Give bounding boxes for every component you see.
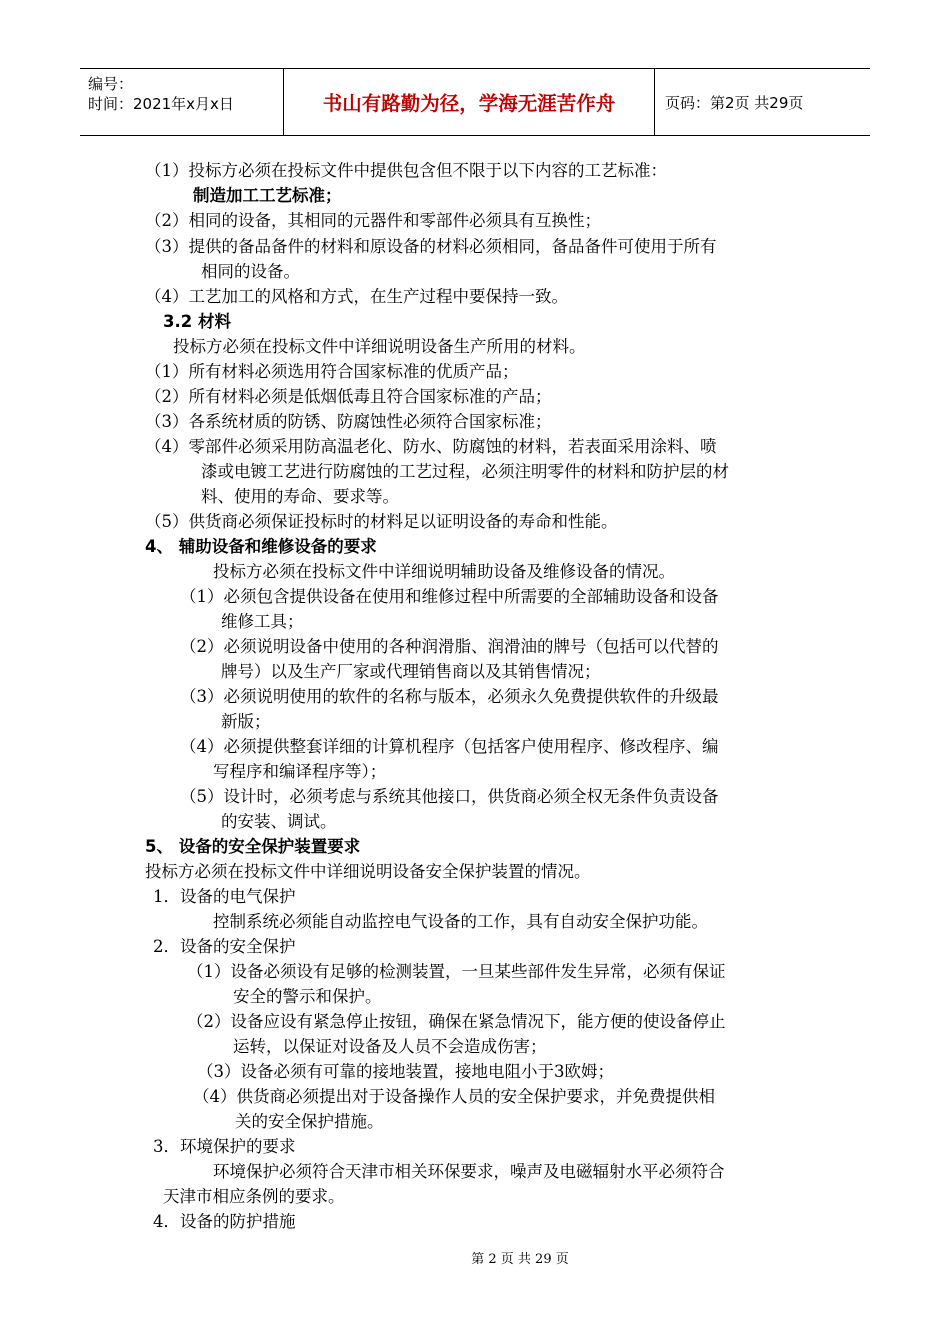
text-line: 牌号）以及生产厂家或代理销售商以及其销售情况； bbox=[221, 662, 601, 681]
text-line: （2）设备应设有紧急停止按钮，确保在紧急情况下，能方便的使设备停止 bbox=[187, 1012, 726, 1031]
text-line: 安全的警示和保护。 bbox=[233, 987, 382, 1006]
text-line: 料、使用的寿命、要求等。 bbox=[201, 487, 399, 506]
text-line: 维修工具； bbox=[221, 612, 304, 631]
text-line: （2）所有材料必须是低烟低毒且符合国家标准的产品； bbox=[145, 387, 552, 406]
text-line: 运转，以保证对设备及人员不会造成伤害； bbox=[233, 1037, 547, 1056]
text-line: 漆或电镀工艺进行防腐蚀的工艺过程，必须注明零件的材料和防护层的材 bbox=[201, 462, 729, 481]
text-line: （1）必须包含提供设备在使用和维修过程中所需要的全部辅助设备和设备 bbox=[180, 587, 719, 606]
section-heading: 4、 辅助设备和维修设备的要求 bbox=[145, 537, 377, 556]
text-line: （1）投标方必须在投标文件中提供包含但不限于以下内容的工艺标准： bbox=[145, 161, 667, 180]
text-line: 环境保护必须符合天津市相关环保要求，噪声及电磁辐射水平必须符合 bbox=[213, 1162, 725, 1181]
text-line: （3）必须说明使用的软件的名称与版本，必须永久免费提供软件的升级最 bbox=[180, 687, 719, 706]
text-line: （3）提供的备品备件的材料和原设备的材料必须相同，备品备件可使用于所有 bbox=[145, 237, 717, 256]
text-line: （2）必须说明设备中使用的各种润滑脂、润滑油的牌号（包括可以代替的 bbox=[180, 637, 719, 656]
text-line: 制造加工工艺标准； bbox=[193, 186, 342, 205]
text-line: 3．环境保护的要求 bbox=[153, 1137, 296, 1156]
text-line: 相同的设备。 bbox=[201, 262, 300, 281]
text-line: 投标方必须在投标文件中详细说明辅助设备及维修设备的情况。 bbox=[213, 562, 675, 581]
text-line: （1）设备必须设有足够的检测装置，一旦某些部件发生异常，必须有保证 bbox=[187, 962, 726, 981]
text-line: （5）供货商必须保证投标时的材料足以证明设备的寿命和性能。 bbox=[145, 512, 618, 531]
text-line: （3）设备必须有可靠的接地装置，接地电阻小于3欧姆； bbox=[197, 1062, 614, 1081]
text-line: （2）相同的设备，其相同的元器件和零部件必须具有互换性； bbox=[145, 211, 601, 230]
text-line: 关的安全保护措施。 bbox=[235, 1112, 384, 1131]
header-meta bbox=[80, 69, 283, 135]
text-line: （4）零部件必须采用防高温老化、防水、防腐蚀的材料，若表面采用涂料、喷 bbox=[145, 437, 717, 456]
text-line: 新版； bbox=[221, 712, 271, 731]
section-heading: 5、 设备的安全保护装置要求 bbox=[145, 837, 361, 856]
text-line: 1．设备的电气保护 bbox=[153, 887, 296, 906]
text-line: 2．设备的安全保护 bbox=[153, 937, 296, 956]
header-page-info: 页码：第2页 共29页 bbox=[665, 93, 804, 112]
section-heading: 3.2 材料 bbox=[163, 312, 231, 331]
text-line: （1）所有材料必须选用符合国家标准的优质产品； bbox=[145, 362, 519, 381]
text-line: 天津市相应条例的要求。 bbox=[163, 1187, 345, 1206]
text-line: 控制系统必须能自动监控电气设备的工作，具有自动安全保护功能。 bbox=[213, 912, 708, 931]
text-line: （4）供货商必须提出对于设备操作人员的安全保护要求，并免费提供相 bbox=[193, 1087, 715, 1106]
page-header bbox=[80, 68, 870, 136]
header-motto: 书山有路勤为径，学海无涯苦作舟 bbox=[283, 69, 655, 135]
text-line: 4．设备的防护措施 bbox=[153, 1212, 296, 1231]
text-line: 投标方必须在投标文件中详细说明设备安全保护装置的情况。 bbox=[145, 862, 591, 881]
text-line: （3）各系统材质的防锈、防腐蚀性必须符合国家标准； bbox=[145, 412, 552, 431]
text-line: （5）设计时，必须考虑与系统其他接口，供货商必须全权无条件负责设备 bbox=[180, 787, 719, 806]
text-line: 的安装、调试。 bbox=[221, 812, 337, 831]
text-line: 写程序和编译程序等）； bbox=[213, 762, 387, 781]
page-footer: 第 2 页 共 29 页 bbox=[471, 1252, 569, 1267]
code-label: 编号： bbox=[88, 75, 134, 93]
text-line: 投标方必须在投标文件中详细说明设备生产所用的材料。 bbox=[173, 337, 586, 356]
time-label: 时间：2021年x月x日 bbox=[88, 95, 234, 113]
text-line: （4）工艺加工的风格和方式，在生产过程中要保持一致。 bbox=[145, 287, 568, 306]
text-line: （4）必须提供整套详细的计算机程序（包括客户使用程序、修改程序、编 bbox=[180, 737, 719, 756]
